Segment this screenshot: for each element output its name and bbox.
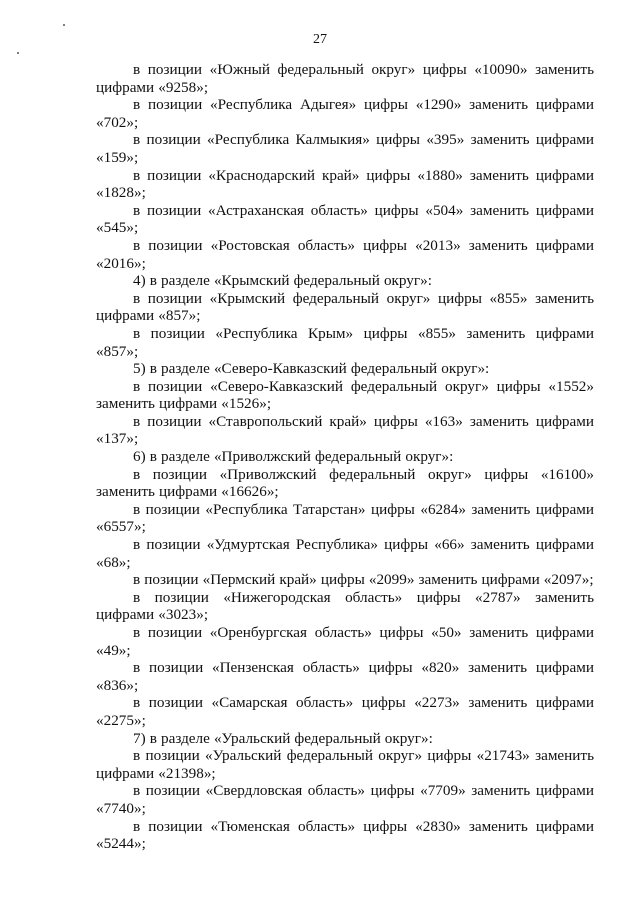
scan-speck bbox=[63, 24, 65, 26]
paragraph: в позиции «Приволжский федеральный округ» цифры «16100» заменить цифрами «16626»; bbox=[96, 465, 594, 501]
paragraph: в позиции «Пермский край» цифры «2099» заменить цифрами «2097»; bbox=[133, 571, 594, 589]
scan-speck bbox=[17, 52, 19, 54]
paragraph: в позиции «Республика Татарстан» цифры «6284» заменить цифрами «6557»; bbox=[96, 500, 594, 536]
paragraph: в позиции «Удмуртская Республика» цифры «66» заменить цифрами «68»; bbox=[96, 536, 594, 571]
paragraph: в позиции «Республика Адыгея» цифры «1290» заменить цифрами «702»; bbox=[96, 96, 594, 131]
paragraph: в позиции «Самарская область» цифры «2273» заменить цифрами «2275»; bbox=[96, 694, 594, 729]
paragraph: в позиции «Астраханская область» цифры «504» заменить цифрами «545»; bbox=[96, 201, 594, 237]
section-heading: 4) в разделе «Крымский федеральный округ»: bbox=[133, 272, 432, 290]
paragraph: в позиции «Тюменская область» цифры «2830» заменить цифрами «5244»; bbox=[96, 817, 594, 853]
paragraph: в позиции «Ставропольский край» цифры «163» заменить цифрами «137»; bbox=[96, 412, 594, 448]
document-body bbox=[96, 61, 594, 853]
paragraph: в позиции «Свердловская область» цифры «7709» заменить цифрами «7740»; bbox=[96, 782, 594, 817]
paragraph: в позиции «Южный федеральный округ» цифры «10090» заменить цифрами «9258»; bbox=[96, 61, 594, 96]
section-heading: 5) в разделе «Северо-Кавказский федеральный округ»: bbox=[133, 360, 490, 378]
section-heading: 6) в разделе «Приволжский федеральный округ»: bbox=[133, 448, 454, 466]
page-number: 27 bbox=[313, 32, 327, 47]
paragraph: в позиции «Уральский федеральный округ» цифры «21743» заменить цифрами «21398»; bbox=[96, 747, 594, 782]
paragraph: в позиции «Северо-Кавказский федеральный округ» цифры «1552» заменить цифрами «1526»; bbox=[96, 377, 594, 413]
paragraph: в позиции «Ростовская область» цифры «2013» заменить цифрами «2016»; bbox=[96, 236, 594, 272]
paragraph: в позиции «Краснодарский край» цифры «1880» заменить цифрами «1828»; bbox=[96, 166, 594, 202]
paragraph: в позиции «Республика Калмыкия» цифры «395» заменить цифрами «159»; bbox=[96, 131, 594, 166]
paragraph: в позиции «Нижегородская область» цифры «2787» заменить цифрами «3023»; bbox=[96, 588, 594, 624]
paragraph: в позиции «Крымский федеральный округ» цифры «855» заменить цифрами «857»; bbox=[96, 289, 594, 325]
paragraph: в позиции «Республика Крым» цифры «855» заменить цифрами «857»; bbox=[96, 324, 594, 360]
paragraph: в позиции «Оренбургская область» цифры «50» заменить цифрами «49»; bbox=[96, 624, 594, 659]
paragraph: в позиции «Пензенская область» цифры «820» заменить цифрами «836»; bbox=[96, 659, 594, 694]
section-heading: 7) в разделе «Уральский федеральный округ»: bbox=[133, 729, 433, 747]
